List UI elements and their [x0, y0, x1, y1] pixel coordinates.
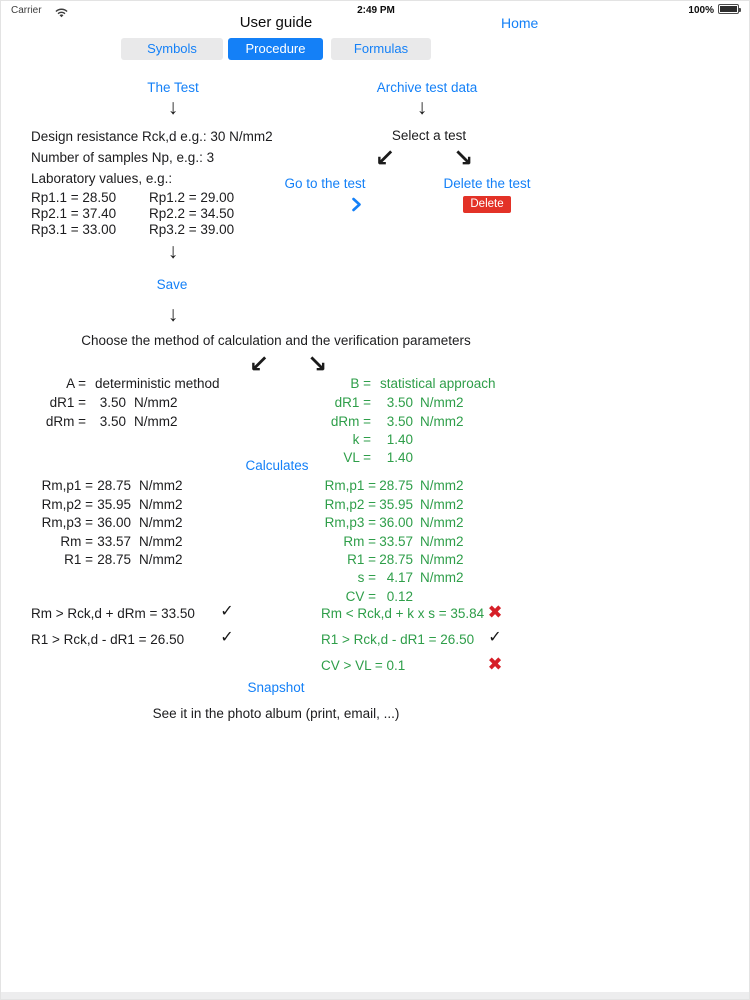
battery-status	[688, 4, 739, 17]
clock: 2:49 PM	[357, 5, 395, 16]
result-row: Rm = 33.57 N/mm2	[60, 534, 183, 549]
check-row: CV > VL = 0.1	[321, 658, 406, 673]
check-row: Rm < Rck,d + k x s = 35.84	[321, 606, 485, 621]
laboratory-values-label: Laboratory values, e.g.:	[31, 171, 173, 186]
method-b-label: B =	[350, 376, 371, 391]
lab-value: Rp3.1 = 33.00	[31, 222, 117, 237]
archive-test-data-link[interactable]: Archive test data	[376, 80, 478, 95]
result-row: Rm,p2 = 35.95 N/mm2	[324, 497, 464, 512]
param-row: k = 1.40	[352, 432, 413, 447]
page-title: User guide	[239, 14, 313, 31]
result-row: R1 = 28.75 N/mm2	[64, 552, 183, 567]
choose-method-text: Choose the method of calculation and the verification parameters	[81, 333, 471, 348]
down-left-arrow-icon: ↙	[249, 351, 270, 378]
chevron-right-icon[interactable]	[351, 197, 362, 217]
down-arrow-icon: ↓	[167, 303, 179, 326]
number-of-samples-text: Number of samples Np, e.g.: 3	[31, 150, 215, 165]
lab-value: Rp3.2 = 39.00	[149, 222, 235, 237]
result-row: Rm,p1 = 28.75 N/mm2	[41, 478, 183, 493]
down-left-arrow-icon: ↙	[375, 145, 396, 172]
param-row: dR1 = 3.50 N/mm2	[334, 395, 464, 410]
save-link[interactable]: Save	[156, 277, 188, 292]
method-b-title: B = statistical approach	[286, 376, 496, 391]
lab-value: Rp1.1 = 28.50	[31, 190, 117, 205]
lab-value: Rp2.1 = 37.40	[31, 206, 117, 221]
down-right-arrow-icon: ↘	[307, 351, 328, 378]
result-row: Rm,p2 = 35.95 N/mm2	[41, 497, 183, 512]
param-row: VL = 1.40	[343, 450, 413, 465]
down-arrow-icon: ↓	[416, 96, 428, 119]
param-row: dRm = 3.50 N/mm2	[330, 414, 464, 429]
carrier-label: Carrier	[11, 5, 42, 16]
snapshot-link[interactable]: Snapshot	[247, 680, 305, 695]
battery-icon	[718, 4, 739, 14]
method-a-label: A =	[66, 376, 86, 391]
go-to-the-test-link[interactable]: Go to the test	[284, 176, 366, 191]
param-row: dR1 = 3.50 N/mm2	[49, 395, 178, 410]
result-row: Rm = 33.57 N/mm2	[343, 534, 464, 549]
photo-album-note: See it in the photo album (print, email, ...)	[152, 706, 400, 721]
check-mark: ✓	[488, 629, 502, 646]
result-row: CV = 0.12	[345, 589, 413, 604]
result-row: Rm,p3 = 36.00 N/mm2	[324, 515, 464, 530]
cross-mark: ✖	[487, 602, 503, 622]
param-row: dRm = 3.50 N/mm2	[45, 414, 178, 429]
check-row: Rm > Rck,d + dRm = 33.50	[31, 606, 195, 621]
check-mark: ✓	[220, 603, 234, 620]
result-row: Rm,p1 = 28.75 N/mm2	[324, 478, 464, 493]
lab-value: Rp1.2 = 29.00	[149, 190, 235, 205]
check-mark: ✓	[220, 629, 234, 646]
the-test-link[interactable]: The Test	[147, 80, 199, 95]
select-a-test-label: Select a test	[391, 128, 467, 143]
method-a-title: A = deterministic method	[1, 376, 220, 391]
down-arrow-icon: ↓	[167, 96, 179, 119]
check-row: R1 > Rck,d - dR1 = 26.50	[321, 632, 475, 647]
check-row: R1 > Rck,d - dR1 = 26.50	[31, 632, 185, 647]
calculates-link[interactable]: Calculates	[245, 458, 309, 473]
down-right-arrow-icon: ↘	[453, 145, 474, 172]
result-row: Rm,p3 = 36.00 N/mm2	[41, 515, 183, 530]
battery-percent: 100%	[688, 5, 714, 16]
tab-symbols[interactable]: Symbols	[121, 38, 223, 60]
delete-the-test-link[interactable]: Delete the test	[443, 176, 531, 191]
result-row: R1 = 28.75 N/mm2	[347, 552, 464, 567]
design-resistance-text: Design resistance Rck,d e.g.: 30 N/mm2	[31, 129, 273, 144]
result-row: s = 4.17 N/mm2	[357, 570, 464, 585]
cross-mark: ✖	[487, 654, 503, 674]
down-arrow-icon: ↓	[167, 240, 179, 263]
tab-formulas[interactable]: Formulas	[331, 38, 431, 60]
tab-procedure[interactable]: Procedure	[228, 38, 323, 60]
lab-value: Rp2.2 = 34.50	[149, 206, 235, 221]
bottom-strip	[1, 992, 749, 1000]
home-link[interactable]: Home	[501, 15, 539, 31]
delete-button[interactable]: Delete	[463, 196, 511, 213]
